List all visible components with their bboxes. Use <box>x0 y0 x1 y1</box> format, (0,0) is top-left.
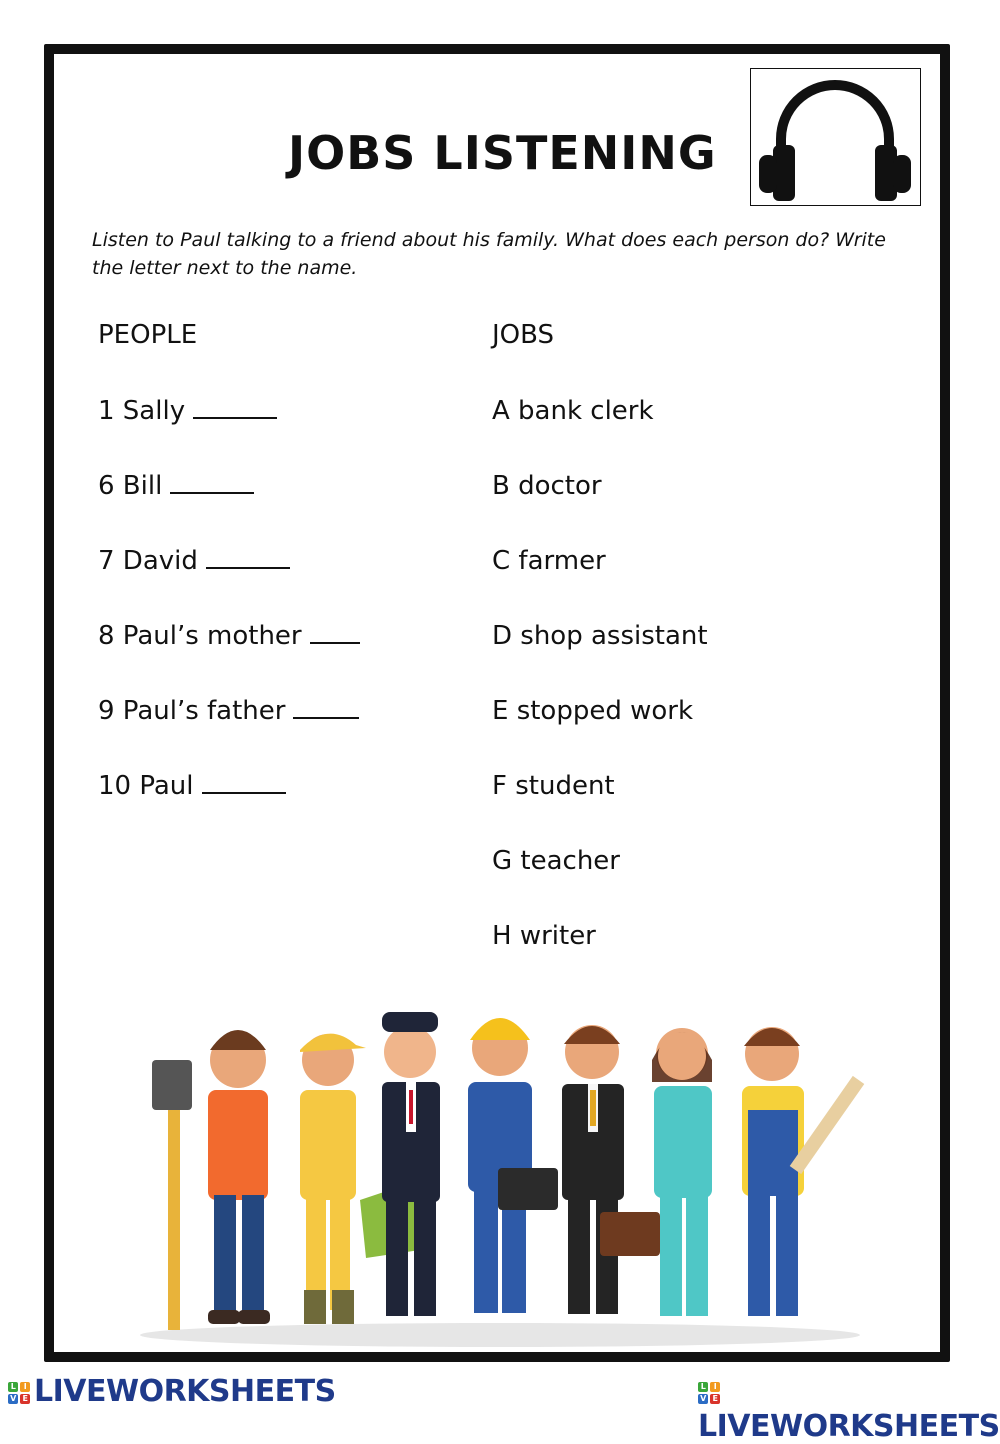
liveworksheets-logo-icon: L I V E <box>698 1382 720 1404</box>
people-header: PEOPLE <box>98 320 198 350</box>
worksheet-title: JOBS LISTENING <box>288 126 717 180</box>
answer-blank[interactable] <box>170 491 254 494</box>
job-item: B doctor <box>492 471 602 501</box>
person-row <box>98 396 277 426</box>
job-item: C farmer <box>492 546 606 576</box>
person-label: 1 Sally <box>98 396 186 426</box>
person-label: 9 Paul’s father <box>98 696 286 726</box>
person-row <box>98 771 286 801</box>
instructions-text: Listen to Paul talking to a friend about his family. What does each person do? Write the letter next to the name. <box>92 229 886 279</box>
person-label: 6 Bill <box>98 471 163 501</box>
person-label: 7 David <box>98 546 198 576</box>
answer-blank[interactable] <box>310 641 360 644</box>
job-item: A bank clerk <box>492 396 654 426</box>
job-item: H writer <box>492 921 596 951</box>
footer-brand-left <box>8 1374 336 1409</box>
footer-brand-right <box>698 1374 1000 1444</box>
workers-illustration <box>130 990 870 1350</box>
job-item: E stopped work <box>492 696 694 726</box>
job-item: G teacher <box>492 846 620 876</box>
person-label: 8 Paul’s mother <box>98 621 302 651</box>
person-row <box>98 621 360 651</box>
answer-blank[interactable] <box>193 416 277 419</box>
person-row <box>98 471 254 501</box>
headphones-icon <box>750 68 921 206</box>
answer-blank[interactable] <box>202 791 286 794</box>
answer-blank[interactable] <box>206 566 290 569</box>
person-row <box>98 696 359 726</box>
footer-brand-text: LIVEWORKSHEETS <box>698 1409 1000 1444</box>
job-item: D shop assistant <box>492 621 708 651</box>
person-label: 10 Paul <box>98 771 194 801</box>
answer-blank[interactable] <box>293 716 359 719</box>
person-row <box>98 546 290 576</box>
liveworksheets-logo-icon: L I V E <box>8 1382 30 1404</box>
jobs-header: JOBS <box>492 320 555 350</box>
footer-brand-text: LIVEWORKSHEETS <box>34 1374 336 1409</box>
job-item: F student <box>492 771 615 801</box>
